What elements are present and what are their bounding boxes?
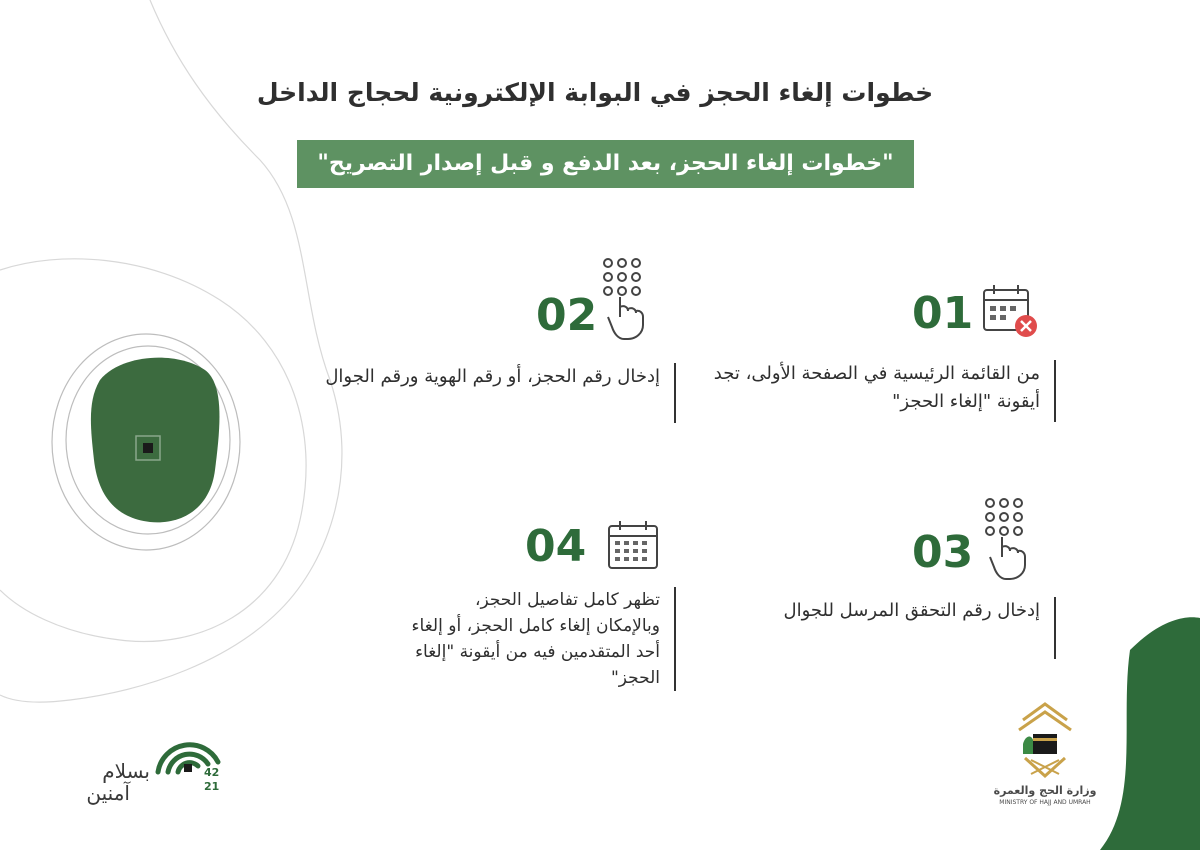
step-number: 01 [912, 288, 974, 339]
campaign-number-top: 42 [204, 766, 220, 779]
step-number: 02 [536, 290, 598, 341]
calendar-cancel-icon [980, 282, 1044, 342]
keypad-touch-icon [982, 495, 1034, 585]
page-title: خطوات إلغاء الحجز في البوابة الإلكترونية لحجاج الداخل [256, 78, 934, 107]
subtitle-banner: "خطوات إلغاء الحجز، بعد الدفع و قبل إصدار التصريح" [297, 140, 914, 188]
campaign-line2: آمنين [86, 781, 130, 805]
step-03 [740, 495, 1070, 665]
step-description: تظهر كامل تفاصيل الحجز، وبالإمكان إلغاء كامل الحجز، أو إلغاء أحد المتقدمين فيه من أيقونة "إلغاء الحجز" [410, 587, 676, 691]
campaign-number-bottom: 21 [204, 780, 220, 793]
step-description: من القائمة الرئيسية في الصفحة الأولى، تجد أيقونة "إلغاء الحجز" [710, 360, 1056, 422]
step-number: 04 [525, 521, 587, 572]
campaign-line1: بسلام [102, 759, 150, 783]
campaign-logo [70, 722, 240, 812]
step-number: 03 [912, 527, 974, 578]
step-04 [410, 515, 690, 695]
ministry-emblem-icon [1015, 700, 1075, 780]
ministry-name-ar: وزارة الحج والعمرة [993, 784, 1097, 797]
ministry-name-en: MINISTRY OF HAJJ AND UMRAH [999, 799, 1091, 806]
calendar-grid-icon [606, 519, 660, 571]
step-01 [700, 280, 1060, 430]
ministry-logo [990, 700, 1100, 810]
keypad-touch-icon [600, 255, 652, 345]
step-02 [240, 255, 680, 425]
step-description: إدخال رقم التحقق المرسل للجوال [740, 597, 1056, 659]
step-description: إدخال رقم الحجز، أو رقم الهوية ورقم الجوال [250, 363, 676, 423]
